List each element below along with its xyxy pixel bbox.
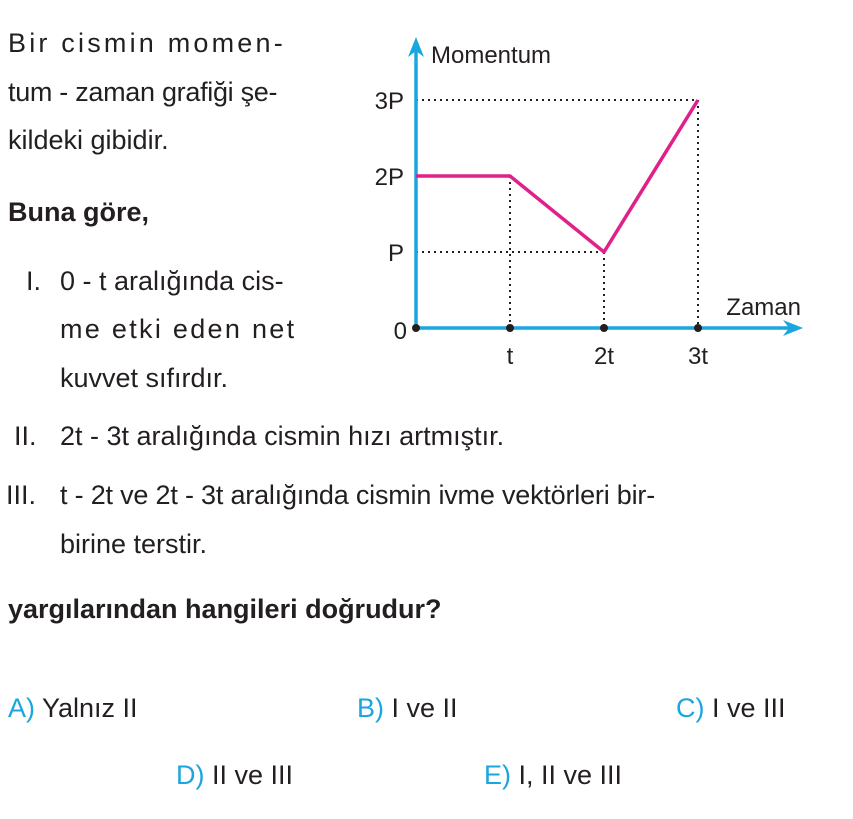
intro-line-1: Bir cismin momen-	[8, 28, 286, 58]
y-axis-label: Momentum	[431, 42, 552, 69]
intro-line-2: tum - zaman grafiği şe-	[8, 77, 278, 107]
question-prompt: yargılarından hangileri doğrudur?	[8, 594, 442, 624]
x-tick-label: t	[506, 343, 514, 370]
statement-i-line-3: kuvvet sıfırdır.	[60, 363, 229, 393]
x-tick-label: 3t	[687, 343, 709, 370]
momentum-series-line	[416, 100, 698, 252]
lead-text: Buna göre,	[8, 197, 150, 227]
x-tick-label-origin: 0	[393, 318, 407, 345]
intro-line-3: kildeki gibidir.	[8, 125, 169, 155]
x-tick-label: 2t	[593, 343, 615, 370]
choice-c-text: I ve III	[712, 693, 786, 723]
choice-d-letter: D)	[176, 760, 205, 790]
x-tick-dot	[694, 324, 702, 332]
statement-i-line-2: me etki eden net	[60, 314, 297, 344]
statement-iii-line-1: t - 2t ve 2t - 3t aralığında cismin ivme vektörleri bir-	[60, 480, 655, 510]
statement-i-line-1: 0 - t aralığında cis-	[60, 266, 284, 296]
statement-ii-number: II.	[14, 421, 37, 451]
statement-i-number: I.	[26, 266, 42, 296]
x-axis-label: Zaman	[726, 294, 801, 321]
choice-e-letter: E)	[484, 760, 511, 790]
choice-d-text: II ve III	[212, 760, 294, 790]
statement-ii-line-1: 2t - 3t aralığında cismin hızı artmıştır.	[60, 421, 505, 451]
y-tick-label: 3P	[374, 88, 404, 115]
statement-iii-line-2: birine terstir.	[60, 529, 208, 559]
choice-c-letter: C)	[676, 693, 705, 723]
y-tick-label: P	[387, 240, 404, 267]
choice-a-text: Yalnız II	[42, 693, 138, 723]
choice-e-text: I, II ve III	[518, 760, 623, 790]
choice-a-letter: A)	[8, 693, 35, 723]
x-tick-dot	[506, 324, 514, 332]
x-tick-dot	[600, 324, 608, 332]
y-tick-label: 2P	[374, 164, 404, 191]
x-tick-dot	[412, 324, 420, 332]
choice-b-letter: B)	[357, 693, 384, 723]
statement-iii-number: III.	[6, 480, 37, 510]
choice-b-text: I ve II	[391, 693, 458, 723]
